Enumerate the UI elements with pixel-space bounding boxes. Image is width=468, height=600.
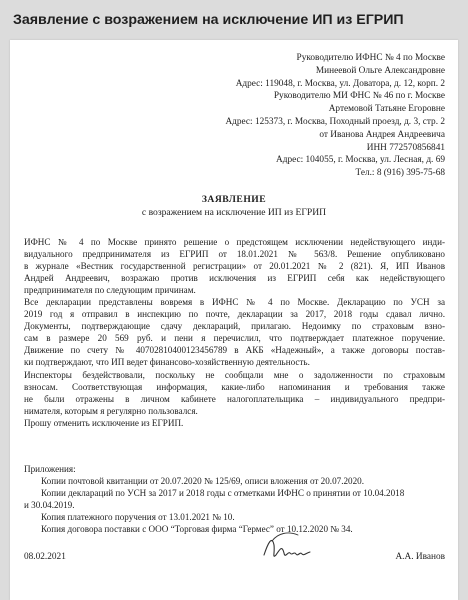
- addressee-line: Минеевой Ольге Александровне: [315, 65, 445, 76]
- addressee-line: Тел.: 8 (916) 395-75-68: [355, 168, 445, 179]
- attachments-block: [24, 463, 445, 535]
- document-body: [24, 236, 445, 429]
- attachment-item: Копия платежного поручения от 13.01.2021 № 10.: [41, 512, 235, 523]
- body-line: Инспекторы бездействовали, поскольку не сообщали мне о задолженности по страховым: [24, 369, 445, 380]
- body-line: взносам. Соответствующая информация, какие-либо напоминания и требования также: [24, 381, 445, 392]
- signature: [258, 525, 318, 567]
- body-line: видуального предпринимателя из ЕГРИП от 18.01.2021 № 563/8. Решение опубликовано: [24, 249, 445, 260]
- body-line: Андрей Андреевич, возражаю против исключения из ЕГРИП себя как недействующего: [24, 273, 445, 284]
- page-heading: Заявление с возражением на исключение ИП из ЕГРИП: [13, 12, 404, 28]
- signer-name: А.А. Иванов: [395, 552, 445, 562]
- body-line: нимателя, которым я регулярно пользовался.: [24, 405, 198, 416]
- document-title: [0, 194, 468, 220]
- body-line: предпринимателя по следующим причинам.: [24, 285, 196, 296]
- body-line: Все декларации представлены вовремя в ИФНС № 4 по Москве. Декларацию по УСН за: [24, 297, 445, 308]
- addressee-block: [145, 52, 445, 180]
- addressee-line: Адрес: 104055, г. Москва, ул. Лесная, д. 69: [276, 155, 445, 166]
- addressee-line: Адрес: 125373, г. Москва, Походный проезд, д. 3, стр. 2: [225, 116, 445, 127]
- attachment-item: Копия договора поставки с ООО “Торговая фирма “Гермес” от 10.12.2020 № 34.: [41, 524, 353, 535]
- body-line: сам в размере 20 569 руб. и пени я перечислил, что подтверждает платежное поручение.: [24, 333, 445, 344]
- body-line: в журнале «Вестник государственной регистрации» от 20.01.2021 № 2 (821). Я, ИП Иванов: [24, 261, 445, 272]
- addressee-line: Артемовой Татьяне Егоровне: [328, 104, 445, 115]
- header-bar: [0, 0, 468, 40]
- title-line-1: ЗАЯВЛЕНИЕ: [201, 194, 267, 205]
- addressee-line: Руководителю МИ ФНС № 46 по г. Москве: [273, 91, 445, 102]
- body-line: 2019 год я отправил в инспекцию по почте, декларации за 2017, 2018 годы сдавал лично.: [24, 309, 445, 320]
- body-line: ИФНС № 4 по Москве принято решение о предстоящем исключении недействующего инди-: [24, 237, 445, 247]
- body-line: Движение по счету № 40702810400123456789 в АКБ «Надежный», а также договоры постав-: [24, 345, 445, 356]
- document-date: 08.02.2021: [24, 552, 66, 562]
- body-line: ки подтверждают, что ИП ведет финансово-хозяйственную деятельность.: [24, 357, 310, 368]
- attachments-label: Приложения:: [24, 464, 76, 474]
- body-line: Документы, подтверждающие сдачу деклараций, прилагаю. Недоимку по страховым взно-: [24, 321, 445, 332]
- attachment-item: Копии почтовой квитанции от 20.07.2020 № 125/69, описи вложения от 20.07.2020.: [41, 476, 365, 487]
- attachment-item: Копии деклараций по УСН за 2017 и 2018 годы с отметками ИФНС о принятии от 10.04.2018: [41, 488, 405, 499]
- body-line: не были отражены в личном кабинете налогоплательщика – индивидуального предпри-: [24, 393, 445, 404]
- attachment-item-continuation: и 30.04.2019.: [24, 500, 75, 511]
- addressee-line: ИНН 772570856841: [366, 142, 445, 153]
- addressee-line: Адрес: 119048, г. Москва, ул. Доватора, д. 12, корп. 2: [235, 78, 445, 89]
- addressee-line: от Иванова Андрея Андреевича: [319, 129, 445, 140]
- addressee-line: Руководителю ИФНС № 4 по Москве: [296, 53, 445, 63]
- body-line: Прошу отменить исключение из ЕГРИП.: [24, 417, 184, 428]
- title-line-2: с возражением на исключение ИП из ЕГРИП: [141, 206, 327, 218]
